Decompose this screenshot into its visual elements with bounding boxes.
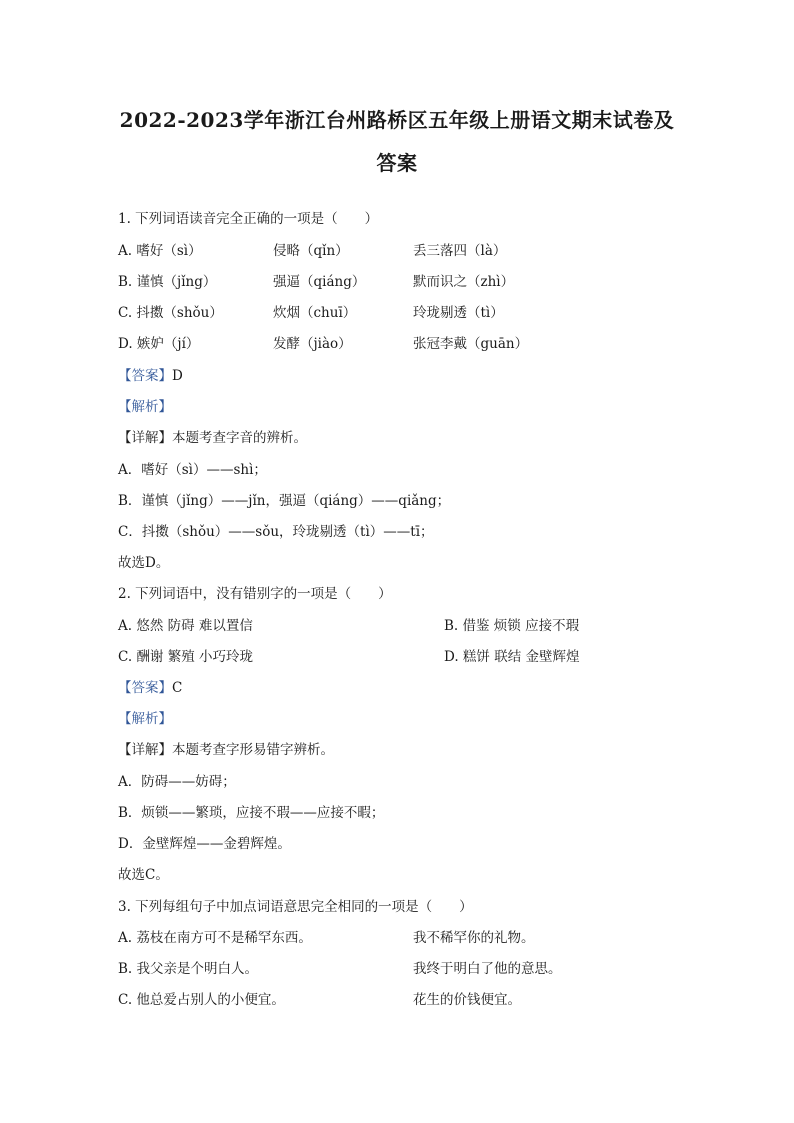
- q1-option-c-word1: C. 抖擞（shǒu）: [118, 305, 223, 321]
- q2-detail: 【详解】本题考查字形易错字辨析。: [118, 742, 334, 758]
- q1-detail: 【详解】本题考查字音的辨析。: [118, 430, 307, 446]
- q2-option-b: B. 借鉴 烦锁 应接不瑕: [444, 618, 580, 634]
- q1-option-b-word1: B. 谨慎（jǐng）: [118, 274, 217, 290]
- q1-explanation-a: A．嗜好（sì）——shì；: [118, 462, 267, 478]
- document-title: 2022-2023学年浙江台州路桥区五年级上册语文期末试卷及: [119, 108, 675, 132]
- answer-tag: 【答案】: [118, 368, 172, 384]
- q1-explanation-b: B．谨慎（jǐng）——jǐn，强逼（qiáng）——qiǎng；: [118, 493, 451, 509]
- document-title-continued: 答案: [376, 151, 418, 175]
- q2-analysis-tag: 【解析】: [118, 711, 172, 727]
- q3-option-a-sentence2: 我不稀罕你的礼物。: [413, 930, 535, 946]
- q1-option-c-word2: 炊烟（chuī）: [273, 305, 357, 321]
- question-2-stem: 2. 下列词语中，没有错别字的一项是（ ）: [118, 586, 392, 602]
- q1-conclusion: 故选D。: [118, 555, 170, 571]
- q3-option-b-sentence2: 我终于明白了他的意思。: [413, 961, 562, 977]
- answer-value: C: [172, 680, 183, 696]
- q3-option-a-sentence1: A. 荔枝在南方可不是稀罕东西。: [118, 930, 312, 946]
- q1-option-d-word1: D. 嫉妒（jí）: [118, 336, 200, 352]
- question-1-stem: 1. 下列词语读音完全正确的一项是（ ）: [118, 211, 379, 227]
- q1-option-c-word3: 玲珑剔透（tì）: [413, 305, 504, 321]
- q1-option-a-word3: 丢三落四（là）: [413, 243, 507, 259]
- q1-option-a-word1: A. 嗜好（sì）: [118, 243, 202, 259]
- q2-option-d: D. 糕饼 联结 金壁辉煌: [444, 649, 580, 665]
- answer-tag: 【答案】: [118, 680, 172, 696]
- q2-option-c: C. 酬谢 繁殖 小巧玲珑: [118, 649, 254, 665]
- q1-option-b-word2: 强逼（qiáng）: [273, 274, 366, 290]
- question-3-stem: 3. 下列每组句子中加点词语意思完全相同的一项是（ ）: [118, 899, 473, 915]
- q1-analysis-tag: 【解析】: [118, 399, 172, 415]
- q1-answer: [118, 364, 183, 384]
- q1-option-d-word3: 张冠李戴（guān）: [413, 336, 529, 352]
- q2-explanation-d: D．金壁辉煌——金碧辉煌。: [118, 836, 291, 852]
- q1-option-a-word2: 侵略（qǐn）: [273, 243, 349, 259]
- q3-option-b-sentence1: B. 我父亲是个明白人。: [118, 961, 259, 977]
- q2-option-a: A. 悠然 防碍 难以置信: [118, 618, 253, 634]
- q3-option-c-sentence2: 花生的价钱便宜。: [413, 992, 521, 1008]
- q1-explanation-c: C．抖擞（shǒu）——sǒu，玲珑剔透（tì）——tī；: [118, 524, 434, 540]
- q2-explanation-a: A．防碍——妨碍；: [118, 774, 236, 790]
- q1-option-b-word3: 默而识之（zhì）: [413, 274, 515, 290]
- q2-answer: [118, 676, 182, 696]
- q1-option-d-word2: 发酵（jiào）: [273, 336, 352, 352]
- answer-value: D: [172, 368, 183, 384]
- q3-option-c-sentence1: C. 他总爱占别人的小便宜。: [118, 992, 285, 1008]
- q2-explanation-b: B．烦锁——繁琐，应接不瑕——应接不暇；: [118, 805, 385, 821]
- q2-conclusion: 故选C。: [118, 867, 169, 883]
